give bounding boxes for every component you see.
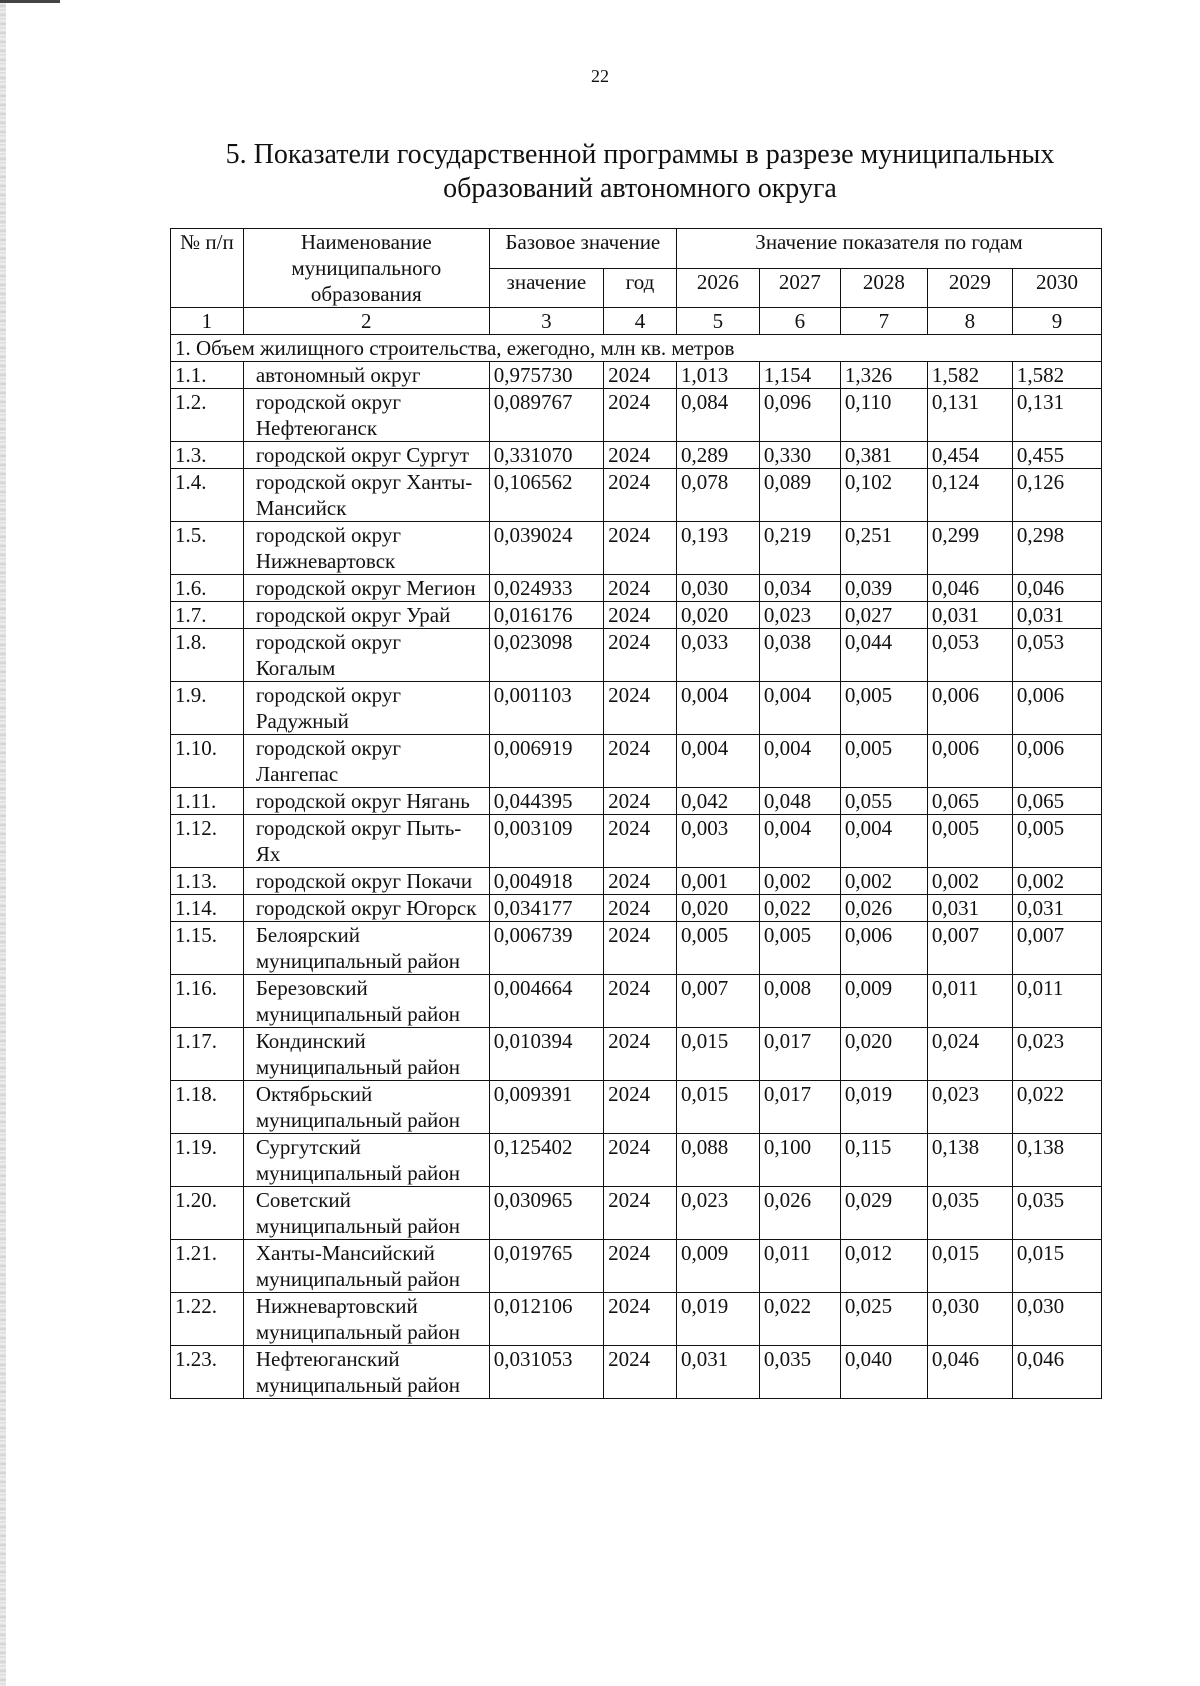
title-line-2: образований автономного округа — [443, 173, 837, 204]
row-number: 1.10. — [171, 735, 244, 788]
year-value: 0,102 — [840, 469, 927, 522]
header-base-value: значение — [489, 268, 603, 308]
base-year: 2024 — [604, 1346, 677, 1399]
municipality-name: городской округ Нягань — [243, 788, 489, 815]
year-value: 0,299 — [927, 522, 1012, 575]
year-value: 0,009 — [840, 975, 927, 1028]
municipality-name: городской округ Пыть-Ях — [243, 815, 489, 868]
year-value: 0,009 — [676, 1240, 759, 1293]
year-value: 0,026 — [759, 1187, 840, 1240]
row-number: 1.18. — [171, 1081, 244, 1134]
municipality-name: Ханты-Мансийский муниципальный район — [243, 1240, 489, 1293]
year-value: 0,040 — [840, 1346, 927, 1399]
municipality-name: городской округ Урай — [243, 602, 489, 629]
year-value: 0,006 — [927, 682, 1012, 735]
table-row — [171, 895, 1102, 922]
year-value: 0,030 — [676, 575, 759, 602]
year-value: 0,017 — [759, 1028, 840, 1081]
year-value: 0,126 — [1012, 469, 1101, 522]
municipality-name: Нижневартовский муниципальный район — [243, 1293, 489, 1346]
year-value: 0,012 — [840, 1240, 927, 1293]
base-year: 2024 — [604, 788, 677, 815]
header-year: 2026 — [676, 268, 759, 308]
row-number: 1.13. — [171, 868, 244, 895]
base-value: 0,034177 — [489, 895, 603, 922]
table-row — [171, 1134, 1102, 1187]
year-value: 0,001 — [676, 868, 759, 895]
base-year: 2024 — [604, 735, 677, 788]
table-row — [171, 1346, 1102, 1399]
base-value: 0,039024 — [489, 522, 603, 575]
year-value: 0,124 — [927, 469, 1012, 522]
year-value: 0,004 — [759, 815, 840, 868]
year-value: 1,326 — [840, 362, 927, 389]
row-number: 1.21. — [171, 1240, 244, 1293]
base-value: 0,089767 — [489, 389, 603, 442]
year-value: 0,003 — [676, 815, 759, 868]
table-row — [171, 629, 1102, 682]
year-value: 0,454 — [927, 442, 1012, 469]
base-year: 2024 — [604, 602, 677, 629]
header-by-years: Значение показателя по годам — [676, 229, 1101, 269]
row-number: 1.20. — [171, 1187, 244, 1240]
year-value: 0,031 — [676, 1346, 759, 1399]
year-value: 0,004 — [759, 682, 840, 735]
header-row-1 — [171, 229, 1102, 269]
table-row — [171, 442, 1102, 469]
year-value: 0,023 — [927, 1081, 1012, 1134]
base-year: 2024 — [604, 629, 677, 682]
municipality-name: городской округ Радужный — [243, 682, 489, 735]
header-name: Наименование муниципального образования — [243, 229, 489, 308]
year-value: 0,096 — [759, 389, 840, 442]
base-value: 0,006919 — [489, 735, 603, 788]
row-number: 1.17. — [171, 1028, 244, 1081]
header-year: 2030 — [1012, 268, 1101, 308]
col-number: 7 — [840, 308, 927, 335]
year-value: 0,005 — [927, 815, 1012, 868]
year-value: 0,006 — [840, 922, 927, 975]
base-value: 0,004918 — [489, 868, 603, 895]
base-value: 0,030965 — [489, 1187, 603, 1240]
year-value: 0,038 — [759, 629, 840, 682]
year-value: 0,053 — [1012, 629, 1101, 682]
year-value: 0,088 — [676, 1134, 759, 1187]
base-year: 2024 — [604, 815, 677, 868]
row-number: 1.1. — [171, 362, 244, 389]
year-value: 0,031 — [1012, 602, 1101, 629]
year-value: 0,005 — [676, 922, 759, 975]
row-number: 1.12. — [171, 815, 244, 868]
base-value: 0,003109 — [489, 815, 603, 868]
municipality-name: городской округ Югорск — [243, 895, 489, 922]
column-number-row — [171, 308, 1102, 335]
municipality-name: Нефтеюганский муниципальный район — [243, 1346, 489, 1399]
year-value: 0,015 — [676, 1081, 759, 1134]
year-value: 0,034 — [759, 575, 840, 602]
table-row — [171, 788, 1102, 815]
year-value: 0,089 — [759, 469, 840, 522]
row-number: 1.14. — [171, 895, 244, 922]
base-value: 0,006739 — [489, 922, 603, 975]
section-row — [171, 335, 1102, 362]
year-value: 0,100 — [759, 1134, 840, 1187]
year-value: 0,044 — [840, 629, 927, 682]
year-value: 0,023 — [676, 1187, 759, 1240]
row-number: 1.8. — [171, 629, 244, 682]
year-value: 0,030 — [927, 1293, 1012, 1346]
base-value: 0,001103 — [489, 682, 603, 735]
year-value: 0,006 — [1012, 735, 1101, 788]
header-base-year: год — [604, 268, 677, 308]
base-year: 2024 — [604, 469, 677, 522]
year-value: 0,022 — [759, 895, 840, 922]
year-value: 0,046 — [1012, 1346, 1101, 1399]
year-value: 0,024 — [927, 1028, 1012, 1081]
table-row — [171, 1240, 1102, 1293]
year-value: 0,022 — [759, 1293, 840, 1346]
table-row — [171, 522, 1102, 575]
year-value: 0,023 — [759, 602, 840, 629]
base-value: 0,044395 — [489, 788, 603, 815]
municipality-name: городской округ Нижневартовск — [243, 522, 489, 575]
year-value: 0,031 — [927, 895, 1012, 922]
col-number: 5 — [676, 308, 759, 335]
page-number: 22 — [591, 66, 609, 86]
year-value: 0,046 — [927, 575, 1012, 602]
header-num: № п/п — [171, 229, 244, 308]
scan-top-artifact — [0, 0, 60, 3]
row-number: 1.5. — [171, 522, 244, 575]
year-value: 0,193 — [676, 522, 759, 575]
year-value: 0,455 — [1012, 442, 1101, 469]
year-value: 0,048 — [759, 788, 840, 815]
col-number: 6 — [759, 308, 840, 335]
year-value: 0,219 — [759, 522, 840, 575]
base-year: 2024 — [604, 389, 677, 442]
municipality-name: городской округ Нефтеюганск — [243, 389, 489, 442]
row-number: 1.4. — [171, 469, 244, 522]
year-value: 0,005 — [840, 682, 927, 735]
year-value: 0,007 — [676, 975, 759, 1028]
year-value: 0,138 — [927, 1134, 1012, 1187]
table-row — [171, 1081, 1102, 1134]
table-row — [171, 602, 1102, 629]
col-number: 8 — [927, 308, 1012, 335]
year-value: 0,017 — [759, 1081, 840, 1134]
year-value: 0,002 — [840, 868, 927, 895]
title-line-1: 5. Показатели государственной программы в разрезе муниципальных — [225, 139, 1055, 170]
base-year: 2024 — [604, 1028, 677, 1081]
table-row — [171, 1028, 1102, 1081]
year-value: 0,330 — [759, 442, 840, 469]
year-value: 1,013 — [676, 362, 759, 389]
base-year: 2024 — [604, 362, 677, 389]
table-row — [171, 682, 1102, 735]
year-value: 0,131 — [927, 389, 1012, 442]
municipality-name: Октябрьский муниципальный район — [243, 1081, 489, 1134]
table-row — [171, 1187, 1102, 1240]
year-value: 0,023 — [1012, 1028, 1101, 1081]
year-value: 0,005 — [840, 735, 927, 788]
year-value: 1,582 — [1012, 362, 1101, 389]
row-number: 1.7. — [171, 602, 244, 629]
municipality-name: Советский муниципальный район — [243, 1187, 489, 1240]
year-value: 0,020 — [676, 602, 759, 629]
municipality-name: автономный округ — [243, 362, 489, 389]
base-year: 2024 — [604, 1081, 677, 1134]
year-value: 0,015 — [927, 1240, 1012, 1293]
year-value: 1,582 — [927, 362, 1012, 389]
base-year: 2024 — [604, 1187, 677, 1240]
year-value: 0,025 — [840, 1293, 927, 1346]
year-value: 0,002 — [927, 868, 1012, 895]
base-year: 2024 — [604, 442, 677, 469]
base-year: 2024 — [604, 895, 677, 922]
base-year: 2024 — [604, 1134, 677, 1187]
year-value: 0,019 — [840, 1081, 927, 1134]
year-value: 0,033 — [676, 629, 759, 682]
year-value: 0,015 — [1012, 1240, 1101, 1293]
year-value: 0,015 — [676, 1028, 759, 1081]
year-value: 0,035 — [759, 1346, 840, 1399]
row-number: 1.23. — [171, 1346, 244, 1399]
header-year: 2029 — [927, 268, 1012, 308]
year-value: 0,035 — [1012, 1187, 1101, 1240]
col-number: 1 — [171, 308, 244, 335]
base-value: 0,975730 — [489, 362, 603, 389]
year-value: 0,298 — [1012, 522, 1101, 575]
base-value: 0,004664 — [489, 975, 603, 1028]
year-value: 0,002 — [759, 868, 840, 895]
table-row — [171, 922, 1102, 975]
table-row — [171, 1293, 1102, 1346]
col-number: 3 — [489, 308, 603, 335]
base-value: 0,012106 — [489, 1293, 603, 1346]
base-value: 0,024933 — [489, 575, 603, 602]
table-row — [171, 735, 1102, 788]
base-year: 2024 — [604, 922, 677, 975]
header-year: 2028 — [840, 268, 927, 308]
year-value: 0,131 — [1012, 389, 1101, 442]
base-value: 0,023098 — [489, 629, 603, 682]
year-value: 0,065 — [927, 788, 1012, 815]
year-value: 0,031 — [927, 602, 1012, 629]
year-value: 0,039 — [840, 575, 927, 602]
base-value: 0,009391 — [489, 1081, 603, 1134]
year-value: 0,084 — [676, 389, 759, 442]
base-value: 0,106562 — [489, 469, 603, 522]
municipality-name: Белоярский муниципальный район — [243, 922, 489, 975]
year-value: 0,006 — [927, 735, 1012, 788]
year-value: 0,005 — [759, 922, 840, 975]
year-value: 0,042 — [676, 788, 759, 815]
year-value: 0,004 — [759, 735, 840, 788]
year-value: 0,046 — [1012, 575, 1101, 602]
indicators-table — [170, 228, 1102, 1399]
base-year: 2024 — [604, 868, 677, 895]
base-year: 2024 — [604, 1240, 677, 1293]
header-base: Базовое значение — [489, 229, 676, 269]
year-value: 0,078 — [676, 469, 759, 522]
year-value: 0,004 — [840, 815, 927, 868]
col-number: 4 — [604, 308, 677, 335]
year-value: 0,011 — [759, 1240, 840, 1293]
year-value: 0,053 — [927, 629, 1012, 682]
year-value: 0,005 — [1012, 815, 1101, 868]
year-value: 0,030 — [1012, 1293, 1101, 1346]
year-value: 0,289 — [676, 442, 759, 469]
base-value: 0,016176 — [489, 602, 603, 629]
base-year: 2024 — [604, 975, 677, 1028]
row-number: 1.22. — [171, 1293, 244, 1346]
year-value: 0,006 — [1012, 682, 1101, 735]
page-title — [140, 138, 1140, 206]
scan-edge-artifact — [0, 0, 6, 1686]
year-value: 1,154 — [759, 362, 840, 389]
year-value: 0,035 — [927, 1187, 1012, 1240]
municipality-name: городской округ Лангепас — [243, 735, 489, 788]
base-value: 0,125402 — [489, 1134, 603, 1187]
year-value: 0,007 — [1012, 922, 1101, 975]
year-value: 0,007 — [927, 922, 1012, 975]
year-value: 0,008 — [759, 975, 840, 1028]
year-value: 0,019 — [676, 1293, 759, 1346]
year-value: 0,026 — [840, 895, 927, 922]
col-number: 2 — [243, 308, 489, 335]
year-value: 0,055 — [840, 788, 927, 815]
municipality-name: городской округ Когалым — [243, 629, 489, 682]
year-value: 0,138 — [1012, 1134, 1101, 1187]
table-row — [171, 469, 1102, 522]
row-number: 1.16. — [171, 975, 244, 1028]
year-value: 0,027 — [840, 602, 927, 629]
year-value: 0,115 — [840, 1134, 927, 1187]
year-value: 0,011 — [927, 975, 1012, 1028]
year-value: 0,002 — [1012, 868, 1101, 895]
year-value: 0,251 — [840, 522, 927, 575]
base-value: 0,019765 — [489, 1240, 603, 1293]
base-value: 0,331070 — [489, 442, 603, 469]
year-value: 0,004 — [676, 682, 759, 735]
base-year: 2024 — [604, 1293, 677, 1346]
municipality-name: городской округ Ханты-Мансийск — [243, 469, 489, 522]
municipality-name: Березовский муниципальный район — [243, 975, 489, 1028]
row-number: 1.3. — [171, 442, 244, 469]
row-number: 1.19. — [171, 1134, 244, 1187]
municipality-name: Сургутский муниципальный район — [243, 1134, 489, 1187]
municipality-name: городской округ Мегион — [243, 575, 489, 602]
table-row — [171, 868, 1102, 895]
year-value: 0,110 — [840, 389, 927, 442]
section-title: 1. Объем жилищного строительства, ежегодно, млн кв. метров — [171, 335, 1102, 362]
table-row — [171, 815, 1102, 868]
year-value: 0,004 — [676, 735, 759, 788]
year-value: 0,029 — [840, 1187, 927, 1240]
row-number: 1.2. — [171, 389, 244, 442]
base-year: 2024 — [604, 522, 677, 575]
base-value: 0,031053 — [489, 1346, 603, 1399]
table-row — [171, 575, 1102, 602]
municipality-name: городской округ Покачи — [243, 868, 489, 895]
base-year: 2024 — [604, 575, 677, 602]
municipality-name: Кондинский муниципальный район — [243, 1028, 489, 1081]
municipality-name: городской округ Сургут — [243, 442, 489, 469]
year-value: 0,381 — [840, 442, 927, 469]
year-value: 0,022 — [1012, 1081, 1101, 1134]
year-value: 0,020 — [676, 895, 759, 922]
year-value: 0,020 — [840, 1028, 927, 1081]
table-row — [171, 362, 1102, 389]
table-row — [171, 975, 1102, 1028]
year-value: 0,031 — [1012, 895, 1101, 922]
table-row — [171, 389, 1102, 442]
row-number: 1.11. — [171, 788, 244, 815]
year-value: 0,011 — [1012, 975, 1101, 1028]
year-value: 0,046 — [927, 1346, 1012, 1399]
row-number: 1.15. — [171, 922, 244, 975]
header-year: 2027 — [759, 268, 840, 308]
row-number: 1.9. — [171, 682, 244, 735]
base-value: 0,010394 — [489, 1028, 603, 1081]
year-value: 0,065 — [1012, 788, 1101, 815]
base-year: 2024 — [604, 682, 677, 735]
col-number: 9 — [1012, 308, 1101, 335]
row-number: 1.6. — [171, 575, 244, 602]
